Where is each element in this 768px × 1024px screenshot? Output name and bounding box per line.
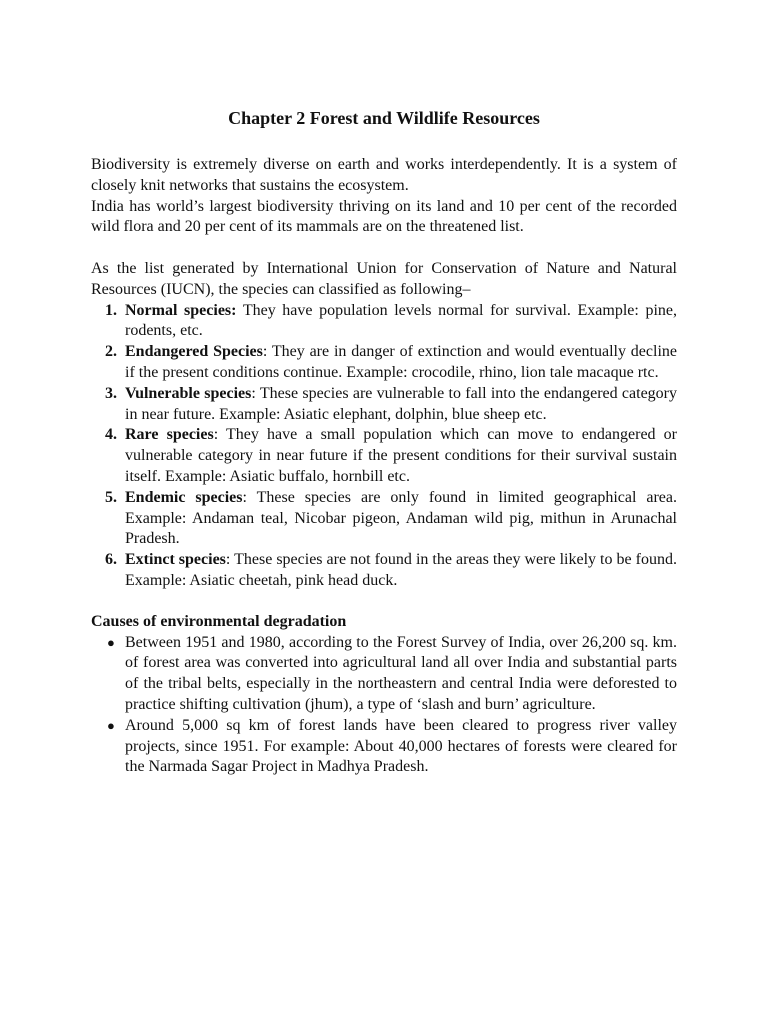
causes-heading: Causes of environmental degradation	[91, 612, 347, 630]
list-item	[91, 488, 677, 550]
bullet-icon: ●	[107, 717, 115, 733]
species-description: : These species are not found in the areas they were likely to be found. Example: Asiatic cheetah, pink head duck.	[125, 551, 677, 589]
species-term: Endangered Species	[125, 343, 263, 361]
species-description: They have population levels normal for survival. Example: pine, rodents, etc.	[125, 301, 677, 340]
list-item-number: 4.	[105, 426, 117, 444]
list-item-number: 3.	[105, 384, 117, 402]
list-item	[91, 342, 677, 384]
list-item-number: 1.	[105, 301, 117, 319]
document-page	[91, 106, 677, 778]
paragraph-spacer	[91, 238, 677, 259]
list-item	[91, 550, 677, 592]
species-description: : They are in danger of extinction and would eventually decline if the present conditions continue. Example: crocodile, rhino, lion tale macaque rtc.	[125, 343, 677, 381]
intro-paragraph-india: India has world’s largest biodiversity thriving on its land and 10 per cent of the recorded wild flora and 20 per cent of its mammals are on the threatened list.	[91, 197, 677, 236]
chapter-title: Chapter 2 Forest and Wildlife Resources	[228, 108, 540, 128]
list-item-number: 6.	[105, 551, 117, 569]
species-term: Endemic species	[125, 488, 243, 506]
list-item	[91, 301, 677, 343]
bullet-icon: ●	[107, 634, 115, 650]
cause-text: Around 5,000 sq km of forest lands have been cleared to progress river valley projects, since 1951. For example: About 40,000 hectares of forests were cleared for the Narmada Sagar Project in Madhya Pradesh.	[125, 716, 677, 776]
causes-list	[91, 633, 677, 779]
species-classification-list	[91, 301, 677, 592]
list-item	[91, 716, 677, 778]
species-description: : These species are only found in limited geographical area. Example: Andaman teal, Nicobar pigeon, Andaman wild pig, mithun in Arunachal Pradesh.	[125, 488, 678, 548]
species-term: Rare species	[125, 426, 214, 444]
species-description: : These species are vulnerable to fall into the endangered category in near future. Example: Asiatic elephant, dolphin, blue sheep etc.	[125, 384, 678, 423]
list-item-number: 5.	[105, 488, 117, 506]
cause-text: Between 1951 and 1980, according to the Forest Survey of India, over 26,200 sq. km. of forest area was converted into agricultural land all over India and substantial parts of the tribal belts, especially in the northeastern and central India were deforested to practice shifting cultivation (jhum), a type of ‘slash and burn’ agriculture.	[125, 633, 677, 713]
intro-paragraph-biodiversity: Biodiversity is extremely diverse on earth and works interdependently. It is a system of closely knit networks that sustains the ecosystem.	[91, 156, 677, 194]
list-item-number: 2.	[105, 343, 117, 361]
list-item	[91, 425, 677, 487]
iucn-intro-paragraph: As the list generated by International Union for Conservation of Nature and Natural Resources (IUCN), the species can classified as following–	[91, 259, 677, 298]
species-description: : They have a small population which can move to endangered or vulnerable category in near future if the present conditions for their survival sustain itself. Example: Asiatic buffalo, hornbill etc.	[125, 426, 678, 485]
species-term: Normal species:	[125, 301, 237, 319]
list-item	[91, 384, 677, 426]
species-term: Extinct species	[125, 551, 226, 569]
list-item	[91, 633, 677, 716]
species-term: Vulnerable species	[125, 384, 252, 402]
